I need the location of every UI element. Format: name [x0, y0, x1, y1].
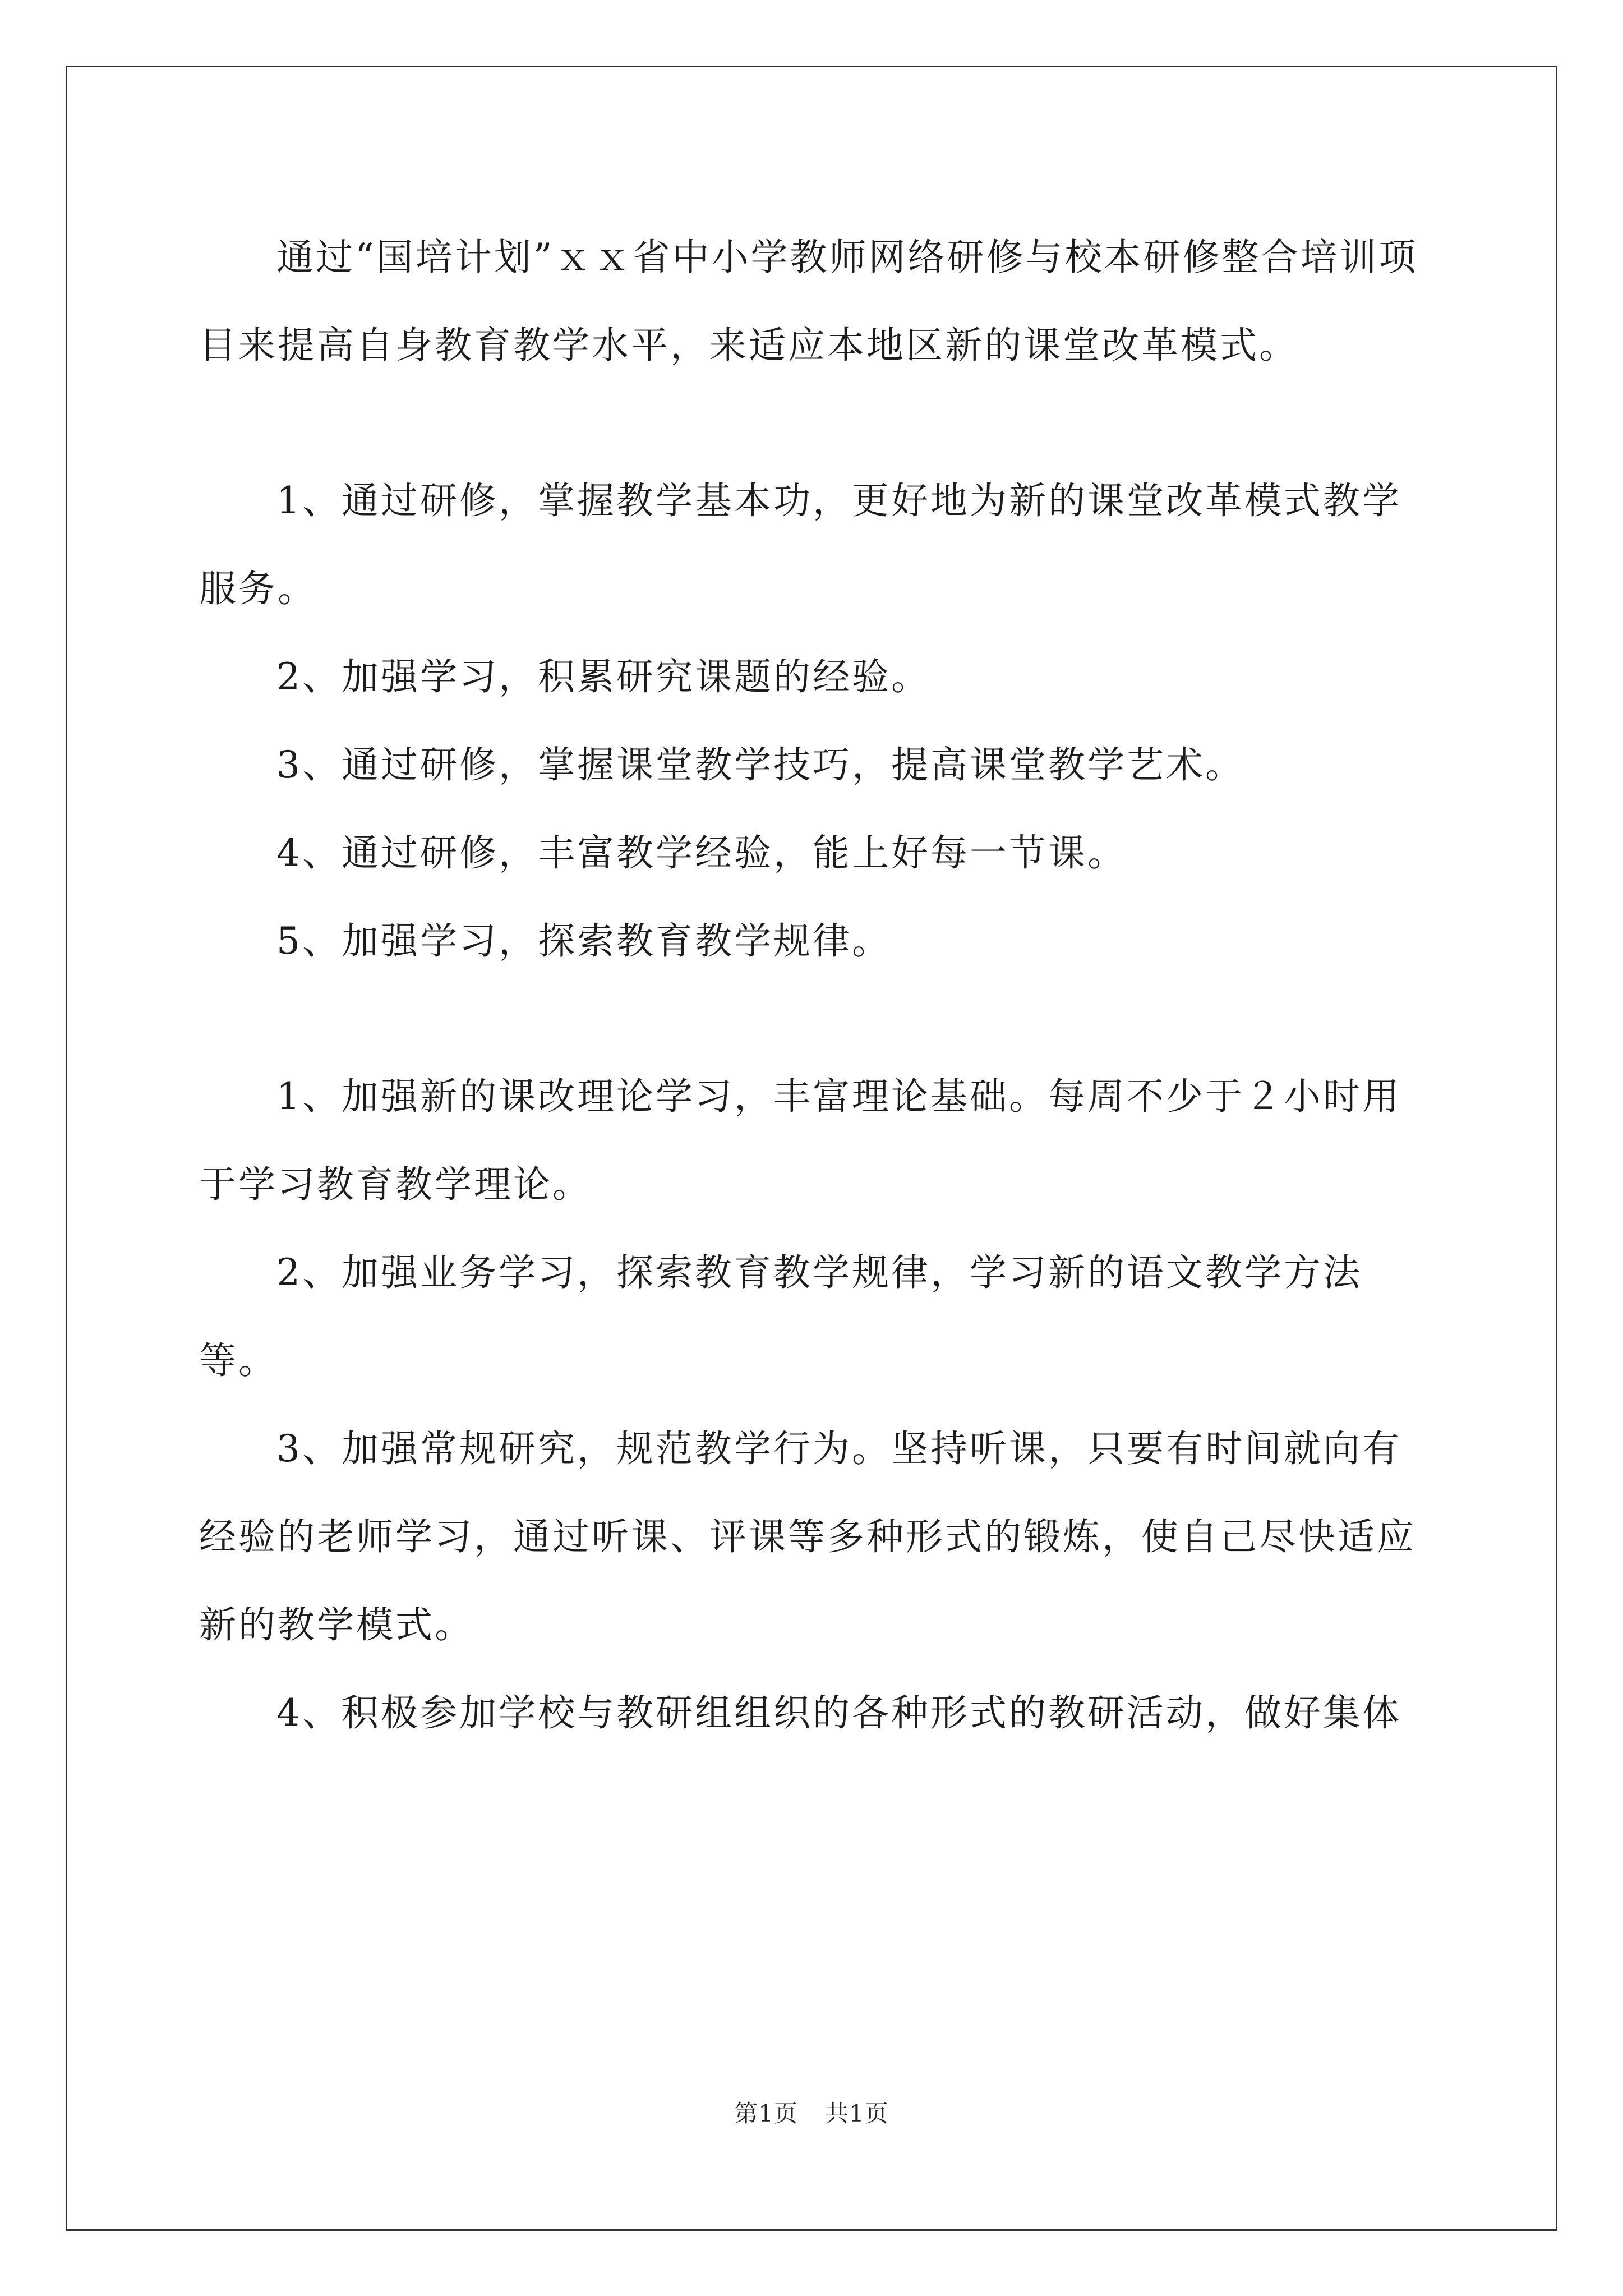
goal-item: 4、通过研修，丰富教学经验，能上好每一节课。	[276, 831, 1127, 875]
goal-item: 2、加强学习，积累研究课题的经验。	[276, 655, 930, 698]
page-footer	[0, 2095, 1623, 2129]
page-number-total: 共1页	[825, 2100, 889, 2127]
document-body	[199, 213, 1433, 1757]
goal-item: 3、通过研修，掌握课堂教学技巧，提高课堂教学艺术。	[276, 743, 1244, 786]
measure-item: 1、加强新的课改理论学习，丰富理论基础。每周不少于２小时用于学习教育教学理论。	[199, 1075, 1401, 1206]
goal-item: 5、加强学习，探索教育教学规律。	[276, 919, 891, 963]
measure-item: 4、积极参加学校与教研组组织的各种形式的教研活动，做好集体	[276, 1691, 1401, 1734]
intro-paragraph: 通过“国培计划”ｘｘ省中小学教师网络研修与校本研修整合培训项目来提高自身教育教学水平，来适应本地区新的课堂改革模式。	[199, 236, 1418, 367]
section-gap	[199, 389, 1433, 457]
measure-item: 3、加强常规研究，规范教学行为。坚持听课，只要有时间就向有经验的老师学习，通过听课、评课等多种形式的锻炼，使自己尽快适应新的教学模式。	[199, 1427, 1416, 1646]
goal-item: 1、通过研修，掌握教学基本功，更好地为新的课堂改革模式教学服务。	[199, 479, 1401, 610]
section-gap	[199, 985, 1433, 1052]
page-number-current: 第1页	[734, 2100, 798, 2127]
measure-item: 2、加强业务学习，探索教育教学规律，学习新的语文教学方法等。	[199, 1251, 1362, 1382]
